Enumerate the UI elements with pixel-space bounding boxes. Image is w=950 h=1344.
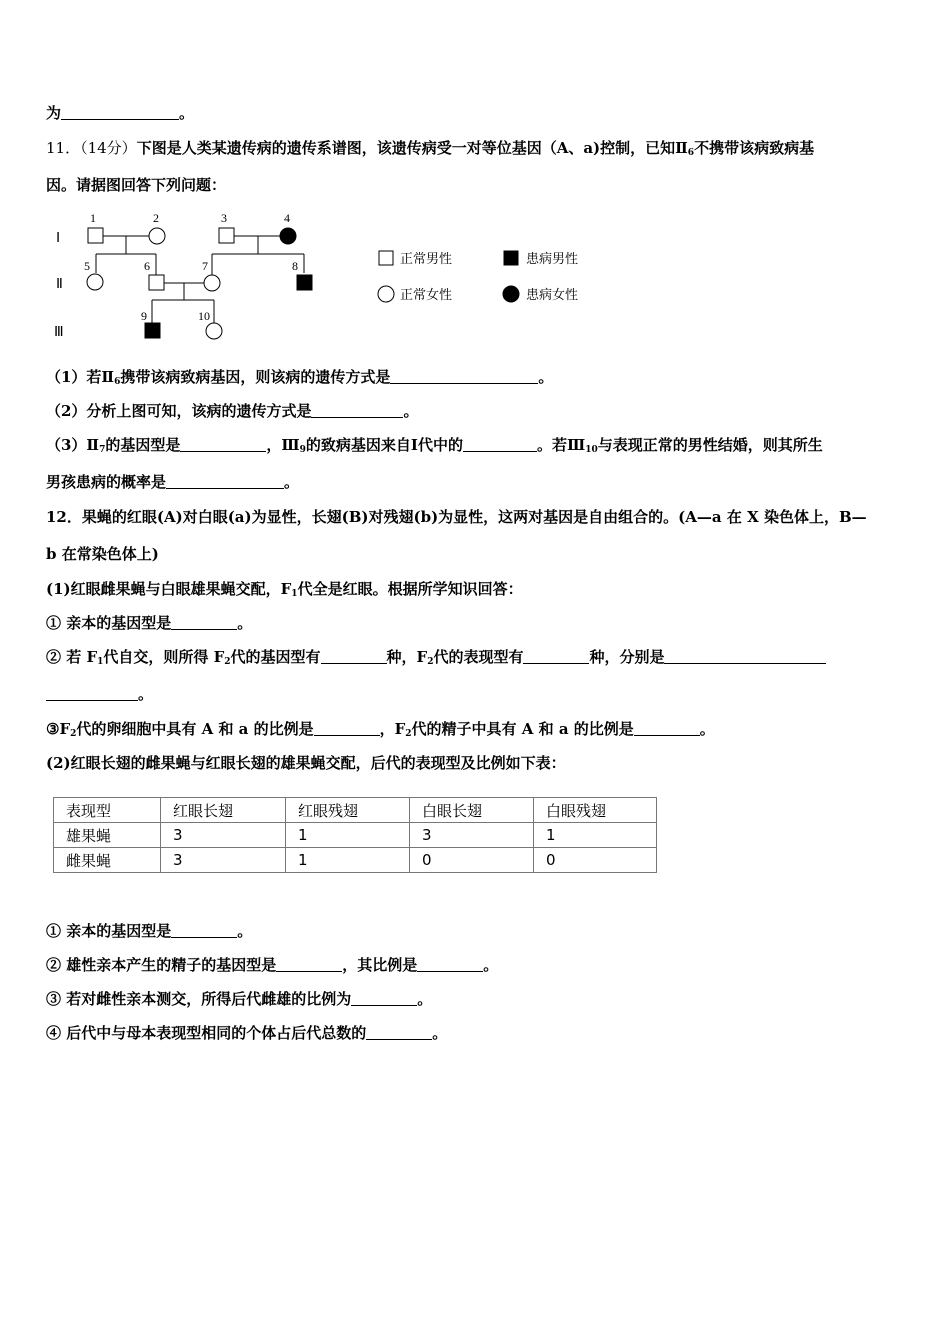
q11-part3-cont: 男孩患病的概率是 。	[46, 473, 300, 491]
phenotype-table	[53, 797, 657, 873]
svg-text:5: 5	[84, 259, 90, 273]
q11-part3: $(3)Ⅱ_7$的基因型是 ，$Ⅲ_9$的致病基因来自Ⅰ代中的 。若$Ⅲ_{10}$与表现正常的男性结婚，则其所生	[46, 436, 823, 455]
table-cell: 1	[286, 848, 410, 873]
q12-s1-item2: ② 若 $F_1$代自交，则所得 $F_2$代的基因型有 种，$F_2$代的表现型有 种，分别是	[46, 646, 826, 667]
svg-text:4: 4	[284, 211, 290, 225]
q11-part1: （1）若$Ⅱ_6$携带该病致病基因，则该病的遗传方式是 。	[46, 368, 554, 387]
table-header: 白眼残翅	[534, 798, 657, 823]
individual-3-normal-male	[219, 228, 234, 243]
legend-affected-female: 患病女性	[526, 288, 579, 303]
pedigree-chart	[46, 208, 606, 343]
answer-blank[interactable]	[171, 923, 237, 938]
individual-8-affected-male	[297, 275, 312, 290]
gen-label-I: Ⅰ	[56, 231, 61, 246]
q12-s1-item2-cont: 。	[46, 683, 153, 704]
q12-s1-item1: ① 亲本的基因型是 。	[46, 614, 253, 632]
table-cell: 雄果蝇	[54, 823, 161, 848]
table-header: 表现型	[54, 798, 161, 823]
answer-blank[interactable]	[311, 403, 403, 418]
table-header-row	[54, 798, 657, 823]
table-cell: 3	[161, 848, 286, 873]
individual-7-normal-female	[204, 275, 220, 291]
legend-normal-female-icon	[378, 286, 394, 302]
gen-label-III: Ⅲ	[54, 325, 64, 340]
answer-blank[interactable]	[366, 1025, 432, 1040]
q11-stem: 11．（14分）下图是人类某遗传病的遗传系谱图，该遗传病受一对等位基因（A、a)控制，已知$Ⅱ_6$不携带该病致病基	[46, 139, 815, 158]
legend-affected-male: 患病男性	[526, 252, 579, 267]
answer-blank[interactable]	[61, 105, 179, 120]
individual-6-normal-male	[149, 275, 164, 290]
prev-answer-line: 为 。	[46, 104, 195, 122]
answer-blank[interactable]	[351, 991, 417, 1006]
q11-stem-cont: 因。请据图回答下列问题：	[46, 176, 227, 194]
table-row	[54, 823, 657, 848]
q12-s2-item1: ① 亲本的基因型是 。	[46, 922, 253, 940]
q11-part2: （2）分析上图可知，该病的遗传方式是 。	[46, 402, 419, 420]
table-cell: 0	[534, 848, 657, 873]
individual-4-affected-female	[280, 228, 296, 244]
q12-s2-item2: ② 雄性亲本产生的精子的基因型是 ，其比例是 。	[46, 956, 499, 974]
svg-text:6: 6	[144, 259, 150, 273]
table-header: 白眼长翅	[410, 798, 534, 823]
svg-text:1: 1	[90, 211, 96, 225]
individual-5-normal-female	[87, 274, 103, 290]
individual-9-affected-male	[145, 323, 160, 338]
svg-text:3: 3	[221, 211, 227, 225]
table-cell: 雌果蝇	[54, 848, 161, 873]
answer-blank[interactable]	[523, 649, 589, 664]
answer-blank[interactable]	[390, 369, 538, 384]
svg-text:9: 9	[141, 309, 147, 323]
answer-blank[interactable]	[321, 649, 387, 664]
table-cell: 1	[286, 823, 410, 848]
individual-10-normal-female	[206, 323, 222, 339]
q12-stem: 12．果蝇的红眼(A)对白眼(a)为显性，长翅(B)对残翅(b)为显性，这两对基因是自由组合的。(A—a 在 X 染色体上，B—	[46, 508, 867, 526]
svg-text:10: 10	[198, 309, 210, 323]
gen-label-II: Ⅱ	[56, 277, 63, 292]
q12-section1: (1)红眼雌果蝇与白眼雄果蝇交配，$F_1$代全是红眼。根据所学知识回答：	[46, 580, 523, 599]
answer-blank[interactable]	[46, 686, 138, 701]
q12-stem-cont: b 在常染色体上)	[46, 545, 159, 563]
svg-text:8: 8	[292, 259, 298, 273]
svg-text:7: 7	[202, 259, 208, 273]
table-header: 红眼长翅	[161, 798, 286, 823]
table-cell: 3	[410, 823, 534, 848]
table-cell: 1	[534, 823, 657, 848]
legend-affected-male-icon	[504, 251, 518, 265]
q12-s2-item3: ③ 若对雌性亲本测交，所得后代雌雄的比例为 。	[46, 990, 433, 1008]
answer-blank[interactable]	[276, 957, 342, 972]
table-header: 红眼残翅	[286, 798, 410, 823]
q12-section2: (2)红眼长翅的雌果蝇与红眼长翅的雄果蝇交配，后代的表现型及比例如下表：	[46, 754, 566, 772]
answer-blank[interactable]	[417, 957, 483, 972]
q12-s2-item4: ④ 后代中与母本表现型相同的个体占后代总数的 。	[46, 1024, 448, 1042]
legend-normal-male-icon	[379, 251, 393, 265]
legend-affected-female-icon	[503, 286, 519, 302]
legend-normal-male: 正常男性	[400, 252, 453, 267]
answer-blank[interactable]	[314, 721, 380, 736]
table-cell: 0	[410, 848, 534, 873]
individual-1-normal-male	[88, 228, 103, 243]
individual-2-normal-female	[149, 228, 165, 244]
table-row	[54, 848, 657, 873]
answer-blank[interactable]	[180, 437, 266, 452]
q12-s1-item3: $③F_2$代的卵细胞中具有 A 和 a 的比例是 ，$F_2$代的精子中具有 A 和 a 的比例是 。	[46, 720, 715, 739]
answer-blank[interactable]	[463, 437, 537, 452]
table-cell: 3	[161, 823, 286, 848]
legend-normal-female: 正常女性	[400, 288, 453, 303]
answer-blank[interactable]	[664, 649, 826, 664]
svg-text:2: 2	[153, 211, 159, 225]
answer-blank[interactable]	[166, 474, 284, 489]
answer-blank[interactable]	[634, 721, 700, 736]
answer-blank[interactable]	[171, 615, 237, 630]
